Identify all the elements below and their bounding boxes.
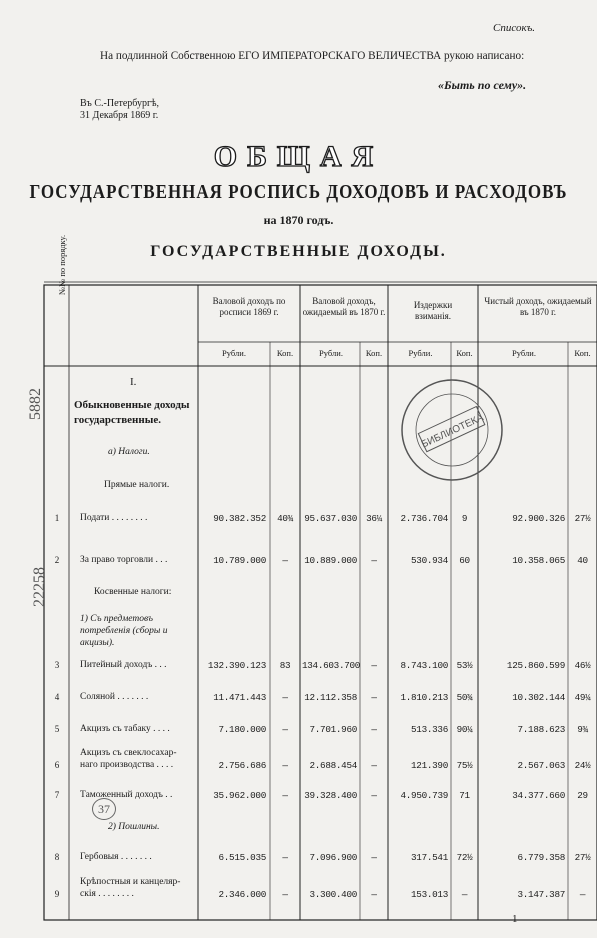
row-number: 8 bbox=[54, 852, 60, 862]
page-number: 1 bbox=[512, 913, 518, 925]
place: Въ С.-Петербургѣ, bbox=[80, 98, 160, 109]
cell-kop-costs: 75½ bbox=[456, 760, 473, 771]
cell-rub-costs: 153.013 bbox=[411, 889, 448, 900]
cell-rub-1870: 2.688.454 bbox=[309, 760, 357, 771]
kop-header: Коп. bbox=[456, 348, 473, 358]
duties-label: 2) Пошлины. bbox=[108, 822, 160, 832]
cell-rub-1870: 39.328.400 bbox=[304, 790, 357, 801]
cell-kop-1870: — bbox=[371, 790, 377, 801]
cell-rub-net: 34.377.660 bbox=[512, 790, 565, 801]
row-number: 9 bbox=[54, 889, 60, 899]
section-heading: ГОСУДАРСТВЕННЫЕ ДОХОДЫ. bbox=[150, 243, 447, 260]
row-number: 5 bbox=[54, 724, 60, 734]
cell-kop-1869: — bbox=[282, 852, 288, 863]
cell-kop-1870: — bbox=[371, 724, 377, 735]
row-label: Крѣпостныя и канцеляр- bbox=[80, 877, 181, 887]
cell-kop-1869: — bbox=[282, 760, 288, 771]
cell-rub-1869: 7.180.000 bbox=[218, 724, 266, 735]
cell-rub-1869: 2.756.686 bbox=[218, 760, 266, 771]
row-number: 4 bbox=[54, 692, 60, 702]
kop-header: Коп. bbox=[276, 348, 294, 358]
cell-rub-costs: 2.736.704 bbox=[400, 513, 448, 524]
cell-rub-net: 10.302.144 bbox=[512, 692, 565, 703]
margin-note-pencil: 22258 bbox=[31, 567, 48, 607]
cell-kop-costs: 50¾ bbox=[456, 692, 473, 703]
cell-rub-costs: 513.336 bbox=[411, 724, 448, 735]
cell-kop-costs: 60 bbox=[459, 555, 470, 566]
imperial-note: На подлинной Собственною ЕГО ИМПЕРАТОРСКАГО ВЕЛИЧЕСТВА рукою написано: bbox=[100, 50, 525, 62]
cell-rub-1869: 11.471.443 bbox=[213, 692, 266, 703]
cell-kop-net: 46½ bbox=[574, 660, 591, 671]
cell-rub-1869: 90.382.352 bbox=[213, 513, 266, 524]
cell-kop-costs: — bbox=[461, 889, 468, 900]
col-order-header: №№ по порядку. bbox=[57, 234, 67, 295]
row-label-cont: наго производства . . . . bbox=[80, 760, 174, 770]
cell-rub-1870: 3.300.400 bbox=[309, 889, 357, 900]
cell-rub-1870: 7.096.900 bbox=[309, 852, 357, 863]
row-number: 3 bbox=[54, 660, 60, 670]
row-label: Питейный доходъ . . . bbox=[80, 660, 167, 670]
col-header-gross-1870: Валовой доходъ, ожидаемый въ 1870 г. bbox=[302, 296, 386, 317]
cell-kop-1870: — bbox=[371, 555, 377, 566]
row-label: Таможенный доходъ . . bbox=[80, 790, 173, 800]
margin-note-circled: 37 bbox=[92, 798, 116, 820]
cell-rub-1869: 132.390.123 bbox=[207, 660, 266, 671]
library-stamp bbox=[392, 375, 512, 485]
cell-kop-net: 49¼ bbox=[574, 692, 591, 703]
cell-kop-1870: — bbox=[371, 692, 377, 703]
cell-rub-net: 7.188.623 bbox=[517, 724, 565, 735]
cell-kop-costs: 72½ bbox=[456, 852, 473, 863]
direct-taxes-label: Прямые налоги. bbox=[104, 480, 170, 490]
row-label: Подати . . . . . . . . bbox=[80, 513, 148, 523]
cell-rub-1870: 95.637.030 bbox=[304, 513, 357, 524]
cell-rub-net: 92.900.326 bbox=[512, 513, 565, 524]
section-roman: I. bbox=[130, 376, 137, 388]
row-number: 7 bbox=[54, 790, 60, 800]
col-header-collection-cost: Издержки взиманія. bbox=[413, 300, 453, 321]
cell-kop-1869: 40¾ bbox=[277, 513, 293, 524]
cell-rub-1870: 134.603.700 bbox=[302, 660, 361, 671]
title-main: ОБЩАЯ bbox=[213, 140, 384, 173]
cell-kop-net: — bbox=[579, 889, 586, 900]
cell-kop-1869: — bbox=[282, 692, 288, 703]
imperial-resolution: «Быть по сему». bbox=[438, 78, 527, 92]
title-sub: ГОСУДАРСТВЕННАЯ РОСПИСЬ ДОХОДОВЪ И РАСХОДОВЪ bbox=[29, 180, 568, 203]
cell-rub-costs: 121.390 bbox=[411, 760, 448, 771]
cell-kop-1870: — bbox=[371, 760, 377, 771]
cell-rub-net: 2.567.063 bbox=[517, 760, 565, 771]
cell-rub-costs: 4.950.739 bbox=[400, 790, 448, 801]
rub-header: Рубли. bbox=[408, 348, 433, 358]
cell-kop-net: 9¾ bbox=[577, 724, 588, 735]
cell-kop-1870: — bbox=[371, 889, 377, 900]
kop-header: Коп. bbox=[574, 348, 591, 358]
cell-kop-net: 40 bbox=[577, 555, 588, 566]
cell-rub-1870: 7.701.960 bbox=[309, 724, 357, 735]
row-label: Акцизъ съ табаку . . . . bbox=[80, 724, 170, 734]
svg-text:БИБЛИОТЕКА: БИБЛИОТЕКА bbox=[419, 412, 486, 451]
row-label-cont: скія . . . . . . . . bbox=[80, 889, 134, 899]
cell-rub-1869: 35.962.000 bbox=[213, 790, 266, 801]
list-label: Списокъ. bbox=[493, 22, 536, 34]
cell-rub-1870: 10.889.000 bbox=[304, 555, 357, 566]
cell-kop-net: 27½ bbox=[574, 852, 591, 863]
cell-kop-1869: — bbox=[282, 889, 288, 900]
cell-rub-1869: 2.346.000 bbox=[218, 889, 266, 900]
cell-kop-costs: 71 bbox=[459, 790, 470, 801]
cell-kop-1870: — bbox=[371, 852, 377, 863]
cell-rub-costs: 8.743.100 bbox=[400, 660, 448, 671]
cell-kop-costs: 9 bbox=[461, 513, 468, 524]
rub-header: Рубли. bbox=[222, 348, 246, 358]
cell-kop-net: 29 bbox=[577, 790, 588, 801]
margin-note-pencil: 5882 bbox=[27, 388, 44, 420]
cell-kop-1869: 83 bbox=[279, 660, 291, 671]
cell-rub-net: 125.860.599 bbox=[506, 660, 565, 671]
cell-kop-1869: — bbox=[282, 790, 288, 801]
cell-rub-net: 6.779.358 bbox=[517, 852, 565, 863]
cell-kop-net: 24½ bbox=[574, 760, 591, 771]
cell-rub-1869: 10.789.000 bbox=[213, 555, 266, 566]
col-header-gross-1869: Валовой доходъ по росписи 1869 г. bbox=[212, 296, 286, 317]
cell-kop-costs: 53½ bbox=[456, 660, 473, 671]
subsection-taxes: а) Налоги. bbox=[108, 447, 150, 457]
row-number: 1 bbox=[54, 513, 60, 523]
date: 31 Декабря 1869 г. bbox=[80, 110, 159, 121]
cell-kop-1870: — bbox=[371, 660, 377, 671]
cell-kop-1870: 36¼ bbox=[366, 513, 382, 524]
cell-rub-1870: 12.112.358 bbox=[304, 692, 357, 703]
consumption-label: 1) Съ предметовъ потребленія (сборы и акцизы). bbox=[80, 614, 168, 648]
row-label: Соляной . . . . . . . bbox=[80, 692, 149, 702]
row-number: 6 bbox=[54, 760, 60, 770]
section-title: Обыкновенные доходы государственные. bbox=[74, 399, 190, 426]
cell-rub-1869: 6.515.035 bbox=[218, 852, 266, 863]
cell-kop-costs: 90¼ bbox=[456, 724, 473, 735]
cell-kop-1869: — bbox=[282, 724, 288, 735]
cell-rub-net: 3.147.387 bbox=[517, 889, 565, 900]
row-number: 2 bbox=[54, 555, 60, 565]
cell-rub-costs: 1.810.213 bbox=[400, 692, 448, 703]
cell-kop-1869: — bbox=[282, 555, 288, 566]
cell-kop-net: 27½ bbox=[574, 513, 591, 524]
kop-header: Коп. bbox=[365, 348, 383, 358]
title-year: на 1870 годъ. bbox=[263, 213, 334, 227]
rub-header: Рубли. bbox=[319, 348, 343, 358]
rub-header: Рубли. bbox=[512, 348, 536, 358]
row-label: Акцизъ съ свеклосахар- bbox=[80, 748, 177, 758]
col-header-net-1870: Чистый доходъ, ожидаемый въ 1870 г. bbox=[484, 296, 592, 317]
indirect-taxes-label: Косвенные налоги: bbox=[94, 587, 172, 597]
row-label: За право торговли . . . bbox=[80, 555, 168, 565]
cell-rub-costs: 317.541 bbox=[411, 852, 448, 863]
row-label: Гербовыя . . . . . . . bbox=[80, 852, 152, 862]
cell-rub-costs: 530.934 bbox=[411, 555, 448, 566]
cell-rub-net: 10.358.065 bbox=[512, 555, 565, 566]
